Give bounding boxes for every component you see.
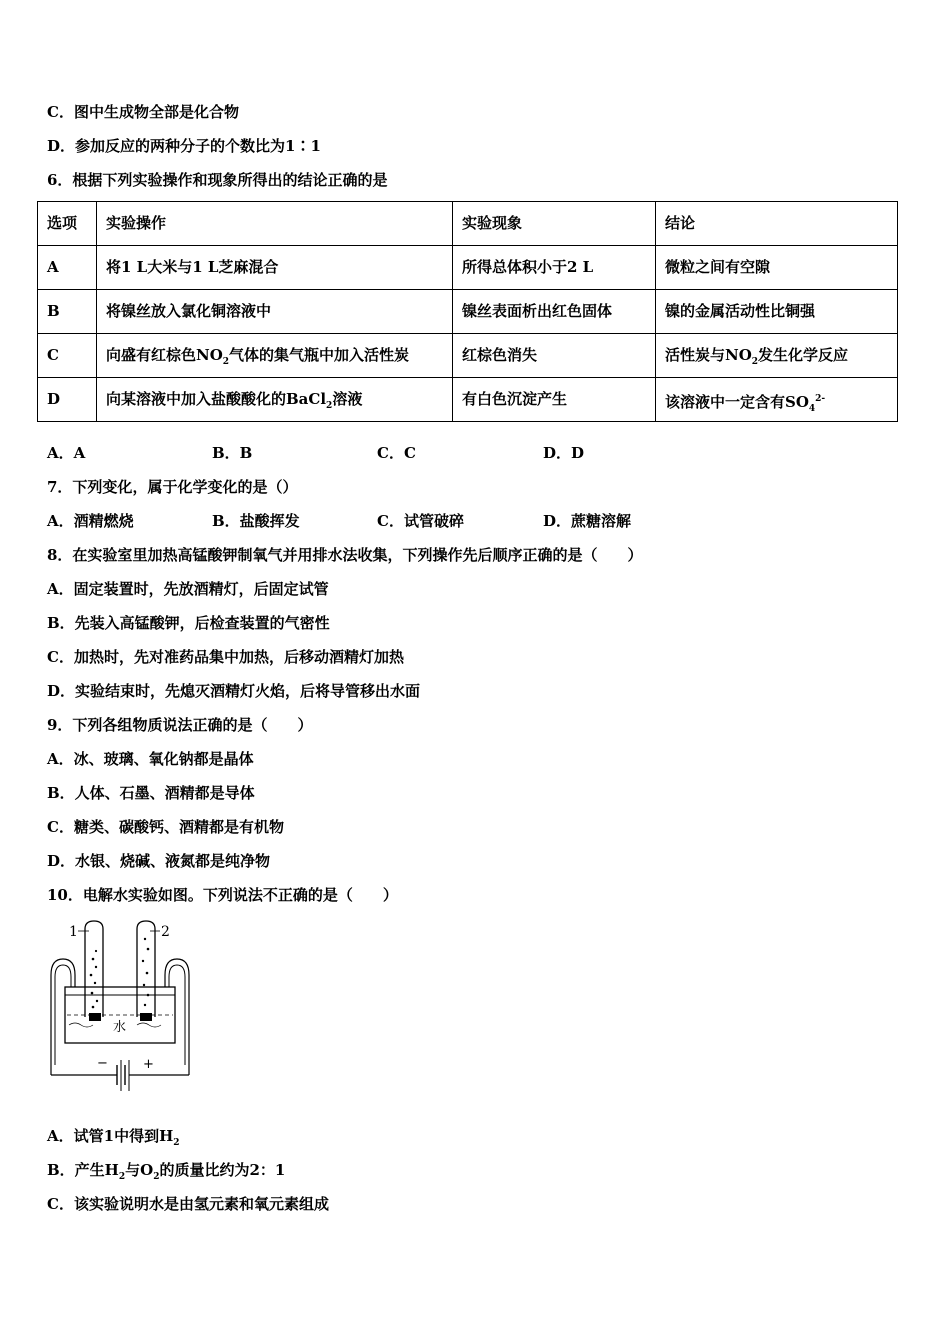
q8-choice-b: B．先装入高锰酸钾，后检查装置的气密性 xyxy=(47,614,330,632)
table-cell-conclusion xyxy=(656,334,898,378)
q6-choice-c: C．C xyxy=(377,444,416,462)
wire-right-inner xyxy=(169,965,185,1065)
table-cell-conclusion xyxy=(656,378,898,422)
q7-choice-c: C．试管破碎 xyxy=(377,512,464,530)
table-cell-operation xyxy=(97,378,453,422)
q6-table xyxy=(37,201,898,422)
text: 该溶液中一定含有SO xyxy=(665,393,809,411)
subscript: 2 xyxy=(118,1172,126,1182)
subscript: 4 xyxy=(808,404,816,414)
text: 的质量比约为2：1 xyxy=(159,1161,286,1179)
subscript: 2 xyxy=(173,1138,180,1148)
table-cell-conclusion: 微粒之间有空隙 xyxy=(656,246,898,290)
table-row xyxy=(38,246,898,290)
electrolysis-apparatus-figure xyxy=(45,915,205,1100)
q6-stem: 6．根据下列实验操作和现象所得出的结论正确的是 xyxy=(47,171,388,189)
subscript: 2 xyxy=(751,357,759,367)
table-cell-phenomenon: 有白色沉淀产生 xyxy=(453,378,656,422)
electrode-2 xyxy=(140,1013,152,1021)
table-row xyxy=(38,334,898,378)
gas-bubbles xyxy=(90,938,150,1009)
text: 与O xyxy=(125,1161,154,1179)
superscript: 2- xyxy=(815,394,826,404)
q7-choice-b: B．盐酸挥发 xyxy=(212,512,300,530)
table-header-row xyxy=(38,202,898,246)
text: 发生化学反应 xyxy=(758,346,849,364)
subscript: 2 xyxy=(326,401,333,411)
table-cell-operation: 将1 L大米与1 L芝麻混合 xyxy=(97,246,453,290)
plus-sign: + xyxy=(143,1057,154,1072)
q8-choice-a: A．固定装置时，先放酒精灯，后固定试管 xyxy=(47,580,329,598)
table-row xyxy=(38,290,898,334)
text: 活性炭与NO xyxy=(665,346,752,364)
q7-choice-d: D．蔗糖溶解 xyxy=(543,512,632,530)
table-cell-option: C xyxy=(38,334,97,378)
table-cell-phenomenon: 红棕色消失 xyxy=(453,334,656,378)
q9-choice-d: D．水银、烧碱、液氮都是纯净物 xyxy=(47,852,271,870)
q5-option-c: C．图中生成物全部是化合物 xyxy=(47,103,239,121)
q7-choice-a: A．酒精燃烧 xyxy=(47,512,134,530)
text: A．试管1中得到H xyxy=(47,1127,174,1145)
q5-option-d: D．参加反应的两种分子的个数比为1∶1 xyxy=(47,137,321,155)
table-cell-option: B xyxy=(38,290,97,334)
text: 向某溶液中加入盐酸酸化的BaCl xyxy=(106,390,327,408)
electrode-1 xyxy=(89,1013,101,1021)
q10-choice-a xyxy=(47,1126,180,1153)
q6-choice-b: B．B xyxy=(212,444,253,462)
q8-choice-c: C．加热时，先对准药品集中加热，后移动酒精灯加热 xyxy=(47,648,404,666)
test-tube-2 xyxy=(137,921,155,1017)
q9-choice-b: B．人体、石墨、酒精都是导体 xyxy=(47,784,255,802)
table-cell-operation: 将镍丝放入氯化铜溶液中 xyxy=(97,290,453,334)
q9-stem: 9．下列各组物质说法正确的是（ ） xyxy=(47,716,313,734)
text: 气体的集气瓶中加入活性炭 xyxy=(229,346,410,364)
table-header-cell: 选项 xyxy=(38,202,97,246)
water-label: 水 xyxy=(113,1020,127,1035)
q6-choice-a: A．A xyxy=(47,444,86,462)
table-cell-phenomenon: 所得总体积小于2 L xyxy=(453,246,656,290)
table-cell-conclusion: 镍的金属活动性比铜强 xyxy=(656,290,898,334)
q8-choice-d: D．实验结束时，先熄灭酒精灯火焰，后将导管移出水面 xyxy=(47,682,421,700)
table-cell-operation xyxy=(97,334,453,378)
minus-sign: − xyxy=(97,1056,108,1071)
q10-choice-c: C．该实验说明水是由氢元素和氧元素组成 xyxy=(47,1195,329,1213)
tube-label-2: 2 xyxy=(161,924,170,940)
q6-choice-d: D．D xyxy=(543,444,585,462)
subscript: 2 xyxy=(222,357,230,367)
table-cell-phenomenon: 镍丝表面析出红色固体 xyxy=(453,290,656,334)
table-row xyxy=(38,378,898,422)
table-cell-option: A xyxy=(38,246,97,290)
table-header-cell: 实验操作 xyxy=(97,202,453,246)
table-cell-option: D xyxy=(38,378,97,422)
text: B．产生H xyxy=(47,1161,119,1179)
q8-stem: 8．在实验室里加热高锰酸钾制氧气并用排水法收集，下列操作先后顺序正确的是（ ） xyxy=(47,546,643,564)
q10-stem: 10．电解水实验如图。下列说法不正确的是（ ） xyxy=(47,886,398,904)
table-header-cell: 实验现象 xyxy=(453,202,656,246)
table-header-cell: 结论 xyxy=(656,202,898,246)
q10-choice-b xyxy=(47,1160,285,1187)
subscript: 2 xyxy=(153,1172,160,1182)
q9-choice-a: A．冰、玻璃、氧化钠都是晶体 xyxy=(47,750,254,768)
q9-choice-c: C．糖类、碳酸钙、酒精都是有机物 xyxy=(47,818,284,836)
text: 溶液 xyxy=(332,390,363,408)
q7-stem: 7．下列变化，属于化学变化的是（） xyxy=(47,478,298,496)
test-tube-1 xyxy=(85,921,103,1017)
text: 向盛有红棕色NO xyxy=(106,346,223,364)
tube-label-1: 1 xyxy=(69,924,78,940)
